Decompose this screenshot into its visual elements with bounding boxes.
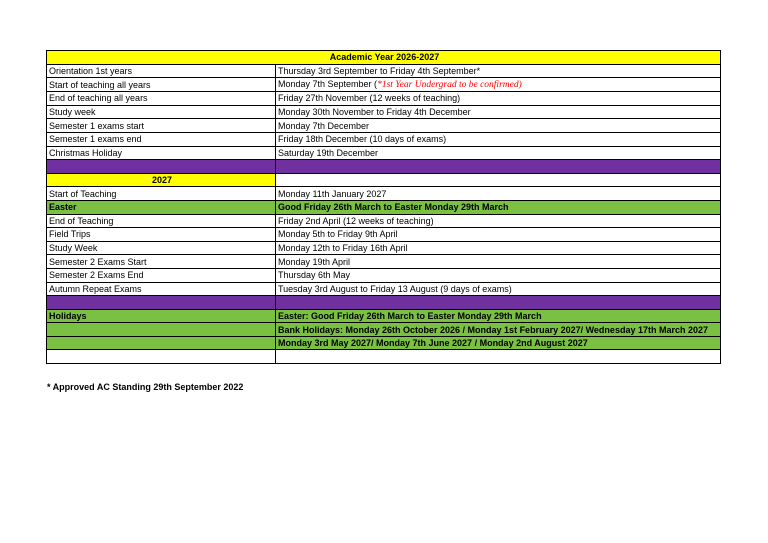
confirmation-note: *1st Year Undergrad to be confirmed) [377, 80, 522, 91]
row-label: Semester 1 exams end [47, 132, 276, 146]
holiday-line: Easter: Good Friday 26th March to Easter Monday 29th March [276, 309, 721, 323]
table-row [47, 92, 721, 106]
row-value: Tuesday 3rd August to Friday 13 August (9 days of exams) [276, 282, 721, 296]
holiday-line: Monday 3rd May 2027/ Monday 7th June 2027 / Monday 2nd August 2027 [276, 336, 721, 350]
approval-footnote: * Approved AC Standing 29th September 2022 [47, 382, 244, 392]
row-label: Autumn Repeat Exams [47, 282, 276, 296]
title-row [47, 51, 721, 65]
table-row [47, 132, 721, 146]
row-label: Study Week [47, 241, 276, 255]
empty-cell [276, 350, 721, 364]
table-row [47, 119, 721, 133]
row-value [276, 78, 721, 92]
row-label: End of Teaching [47, 214, 276, 228]
row-label: Christmas Holiday [47, 146, 276, 160]
row-label: Semester 2 Exams Start [47, 255, 276, 269]
row-value: Monday 5th to Friday 9th April [276, 228, 721, 242]
row-value: Friday 18th December (10 days of exams) [276, 132, 721, 146]
row-label: Semester 1 exams start [47, 119, 276, 133]
calendar-title: Academic Year 2026-2027 [47, 51, 721, 65]
separator-row [47, 160, 721, 174]
row-label: Orientation 1st years [47, 64, 276, 78]
row-label: Start of teaching all years [47, 78, 276, 92]
row-value: Saturday 19th December [276, 146, 721, 160]
table-row [47, 187, 721, 201]
empty-cell [276, 173, 721, 187]
row-value: Good Friday 26th March to Easter Monday 29th March [276, 200, 721, 214]
row-value: Monday 19th April [276, 255, 721, 269]
row-label: Semester 2 Exams End [47, 268, 276, 282]
empty-cell [47, 336, 276, 350]
table-row [47, 105, 721, 119]
year-header-row [47, 173, 721, 187]
row-label: Easter [47, 200, 276, 214]
table-row [47, 146, 721, 160]
table-row [47, 268, 721, 282]
separator-cell [47, 160, 276, 174]
table-row [47, 255, 721, 269]
row-label: End of teaching all years [47, 92, 276, 106]
row-value: Friday 27th November (12 weeks of teaching) [276, 92, 721, 106]
empty-cell [47, 323, 276, 337]
academic-calendar-table [46, 50, 721, 364]
separator-cell [47, 296, 276, 310]
row-label: Field Trips [47, 228, 276, 242]
table-row [47, 241, 721, 255]
row-value: Monday 30th November to Friday 4th December [276, 105, 721, 119]
separator-row [47, 296, 721, 310]
row-value: Monday 11th January 2027 [276, 187, 721, 201]
row-value: Thursday 3rd September to Friday 4th September* [276, 64, 721, 78]
empty-row [47, 350, 721, 364]
holidays-row [47, 309, 721, 323]
table-row [47, 64, 721, 78]
holiday-line: Bank Holidays: Monday 26th October 2026 / Monday 1st February 2027/ Wednesday 17th March 2027 [276, 323, 721, 337]
year-header: 2027 [47, 173, 276, 187]
table-row [47, 228, 721, 242]
table-row [47, 282, 721, 296]
easter-row [47, 200, 721, 214]
empty-cell [47, 350, 276, 364]
table-row [47, 78, 721, 92]
row-label: Study week [47, 105, 276, 119]
row-value: Friday 2nd April (12 weeks of teaching) [276, 214, 721, 228]
holidays-row [47, 323, 721, 337]
table-row [47, 214, 721, 228]
row-value: Monday 7th December [276, 119, 721, 133]
row-value: Thursday 6th May [276, 268, 721, 282]
separator-cell [276, 296, 721, 310]
holidays-row [47, 336, 721, 350]
row-value: Monday 12th to Friday 16th April [276, 241, 721, 255]
row-label: Start of Teaching [47, 187, 276, 201]
separator-cell [276, 160, 721, 174]
holidays-label: Holidays [47, 309, 276, 323]
row-value-text: Monday 7th September ( [278, 79, 378, 90]
